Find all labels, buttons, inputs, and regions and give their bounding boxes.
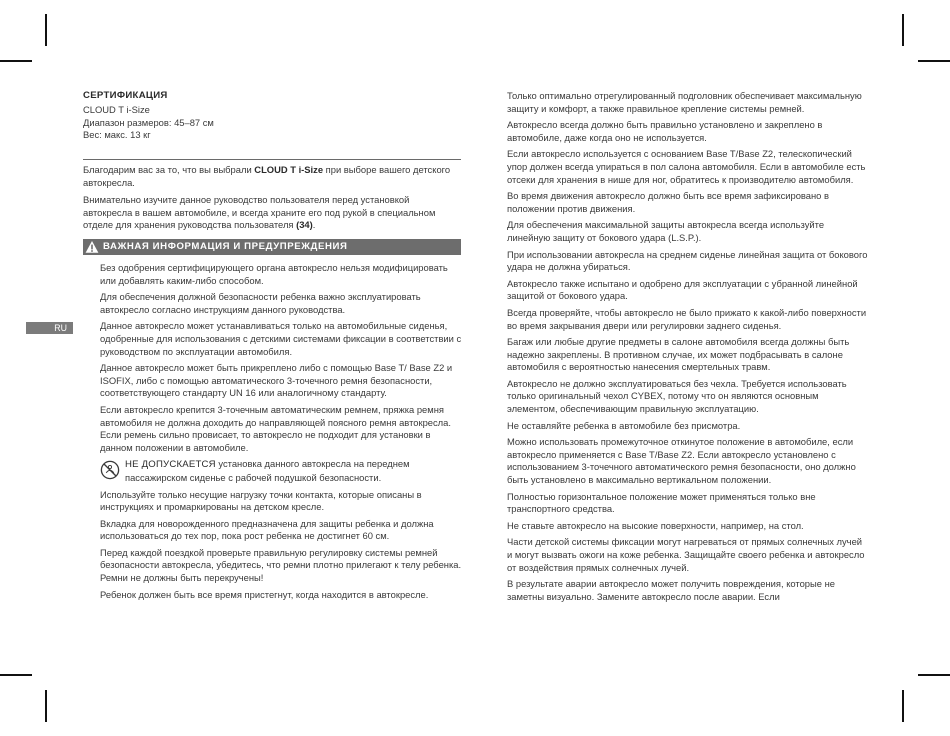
warning-paragraph: Не ставьте автокресло на высокие поверхности, например, на стол. [507,519,804,531]
warning-paragraph: Для обеспечения максимальной защиты автокресла всегда используйте линейную защиту от бокового удара (L.S.P.). [507,219,825,243]
warning-paragraph: Без одобрения сертифицирующего органа автокресло нельзя модифицировать или добавлять каким-либо способом. [100,262,448,286]
section-divider [83,159,461,160]
warning-paragraph: Данное автокресло может быть прикреплено либо с помощью Base T/ Base Z2 и ISOFIX, либо с помощью автоматического 3-точечного ремня безопасности, соответствующего стандарту UN 16 или аналогичному стандарту. [100,362,453,399]
intro-manual-text: Внимательно изучите данное руководство пользователя перед установкой автокресла в вашем автомобиле, и всегда храните его под рукой в специальном отделе для хранения руководства пользователя [83,194,436,231]
crop-mark-top-right-vertical [902,14,904,46]
intro-paragraph-thanks [83,164,461,189]
intro-thanks-text: Благодарим вас за то, что вы выбрали [83,164,255,175]
intro-manual-end: . [312,219,316,231]
warning-paragraph: Перед каждой поездкой проверьте правильную регулировку системы ремней безопасности автокресла, убедитесь, что ремни плотно прилегают к телу ребенка. Ремни не должны быть перекручены! [100,546,462,584]
warning-paragraph: Вкладка для новорожденного предназначена для защиты ребенка и должна использоваться до тех пор, пока рост ребенка не достигнет 60 см. [100,517,434,542]
no-airbag-icon [100,460,120,480]
crop-mark-top-left-vertical [45,14,47,46]
intro-figure-ref: (34) [296,219,313,231]
language-tab-label: RU [54,323,67,333]
warning-paragraph: В результате аварии автокресло может получить повреждения, которые не заметны визуально. Замените автокресло после аварии. Если [507,578,835,602]
certification-weight: Вес: макс. 13 кг [83,129,151,141]
crop-mark-top-left-horizontal [0,60,32,62]
warning-paragraph: Автокресло всегда должно быть правильно установлено и закреплено в автомобиле, даже когда оно не используется. [507,119,823,143]
intro-product-name: CLOUD T i-Size [254,164,324,175]
crop-mark-bottom-right-horizontal [918,674,950,676]
warning-paragraph: Не оставляйте ребенка в автомобиле без присмотра. [507,419,741,431]
crop-mark-top-right-horizontal [918,60,950,62]
warning-triangle-icon [85,240,99,254]
warning-paragraph: Автокресло не должно эксплуатироваться без чехла. Требуется использовать только оригинальный чехол CYBEX, потому что он являются основным элементом, обеспечивающим правильную эксплуатацию. [507,377,847,415]
certification-block [83,90,463,142]
warning-paragraph: Если автокресло используется с основанием Base T/Base Z2, телескопический упор должен всегда упираться в пол салона автомобиля. Если в автомобиле есть отсеки для хранения в нише для ног, обратитесь к производителю автомобиля. [507,148,866,185]
warning-paragraph: Части детской системы фиксации могут нагреваться от прямых солнечных лучей и могут вызвать ожоги на коже ребенка. Защищайте своего ребенка и автокресло от воздействия прямых солнечных лучей. [507,536,865,573]
warning-paragraph: Только оптимально отрегулированный подголовник обеспечивает максимальную защиту и комфорт, а также правильное крепление системы ремней. [507,90,862,114]
warning-paragraph: Если автокресло крепится 3-точечным автоматическим ремнем, пряжка ремня автомобиля не должна доходить до направляющей поясного ремня автокресла. Если ремень сильно провисает, то автокресло не подходит для установки в данном положении в автомобиле. [100,403,451,453]
warning-paragraph: Автокресло также испытано и одобрено для эксплуатации с убранной линейной защитой от бокового удара. [507,277,858,302]
right-warnings-list [507,90,869,607]
warning-paragraph: Данное автокресло может устанавливаться только на автомобильные сиденья, одобренные для использования с детскими системами фиксации в соответствии с руководством по эксплуатации автомобиля. [100,320,462,357]
warning-paragraph: Всегда проверяйте, чтобы автокресло не было прижато к какой-либо поверхности во время закрывания двери или регулировки заднего сиденья. [507,306,867,331]
crop-mark-bottom-right-vertical [902,690,904,722]
crop-mark-bottom-left-horizontal [0,674,32,676]
crop-mark-bottom-left-vertical [45,690,47,722]
intro-thanks-end: при выборе вашего детского автокресла. [83,164,451,188]
warning-paragraph: Ребенок должен быть все время пристегнут, когда находится в автокресле. [100,588,429,600]
certification-title: СЕРТИФИКАЦИЯ [83,90,168,101]
warning-paragraph: Можно использовать промежуточное откинутое положение в автомобиле, если автокресло применяется с Base T/Base Z2. Если автокресло установлено с использованием 3-точечного автоматического ремня безопасности, оно должно быть установлено в максимально вертикальном положении. [507,436,856,486]
airbag-warning [100,458,465,484]
intro-paragraph-read-manual [83,194,461,232]
warning-paragraph: При использовании автокресла на среднем сиденье линейная защита от бокового удара не должна убираться. [507,248,868,273]
language-tab [26,322,73,334]
warning-paragraph: Багаж или любые другие предметы в салоне автомобиля всегда должны быть надежно закреплены. В противном случае, их может подбрасывать в салоне автомобиля с вероятностью нанесения смертельных травм. [507,336,850,373]
warning-paragraph: Для обеспечения должной безопасности ребенка важно эксплуатировать автокресло согласно инструкциям данного руководства. [100,291,421,315]
airbag-warning-caps: НЕ ДОПУСКАЕТСЯ [125,459,216,471]
warnings-banner [83,239,461,255]
left-warnings-list [100,262,465,605]
warning-paragraph: Во время движения автокресло должно быть все время зафиксировано в положении против движения. [507,190,829,214]
warning-paragraph: Полностью горизонтальное положение может применяться только вне транспортного средства. [507,490,816,515]
airbag-warning-text: установка данного автокресла на переднем пассажирском сиденье с рабочей подушкой безопасности. [125,458,410,483]
certification-product: CLOUD T i-Size [83,104,150,115]
certification-size-range: Диапазон размеров: 45–87 см [83,116,214,128]
intro-text [83,164,461,237]
warnings-banner-title: ВАЖНАЯ ИНФОРМАЦИЯ И ПРЕДУПРЕЖДЕНИЯ [103,241,348,252]
warning-paragraph: Используйте только несущие нагрузку точки контакта, которые описаны в инструкциях и промаркированы на детском кресле. [100,488,422,513]
